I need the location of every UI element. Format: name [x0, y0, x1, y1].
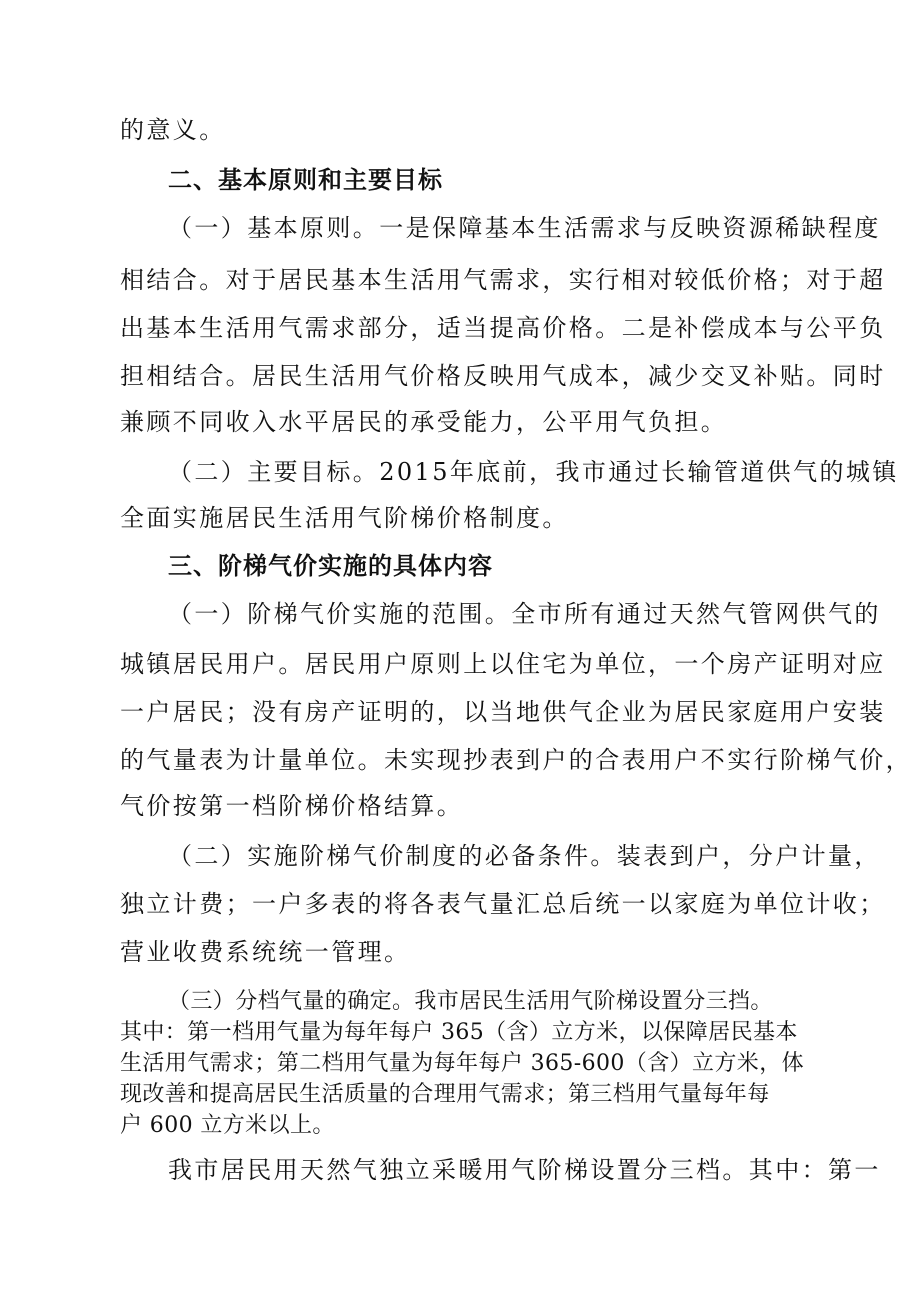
paragraph-line: 气价按第一档阶梯价格结算。 [120, 792, 464, 820]
paragraph-line: 的意义。 [120, 116, 226, 144]
paragraph-line: 营业收费系统统一管理。 [120, 938, 411, 966]
paragraph-line: 的气量表为计量单位。未实现抄表到户的合表用户不实行阶梯气价， [120, 746, 912, 774]
section-heading-principles: 二、基本原则和主要目标 [168, 166, 443, 194]
paragraph-line: （一）阶梯气价实施的范围。全市所有通过天然气管网供气的 [168, 600, 881, 628]
paragraph-line: 全面实施居民生活用气阶梯价格制度。 [120, 504, 569, 532]
paragraph-line: 户 600 立方米以上。 [120, 1113, 335, 1138]
paragraph-line: 独立计费；一户多表的将各表气量汇总后统一以家庭为单位计收； [120, 890, 886, 918]
paragraph-line: 相结合。对于居民基本生活用气需求，实行相对较低价格；对于超 [120, 266, 886, 294]
paragraph-line: 出基本生活用气需求部分，适当提高价格。二是补偿成本与公平负 [120, 314, 886, 342]
paragraph-line: （二）实施阶梯气价制度的必备条件。装表到户，分户计量， [168, 842, 881, 870]
paragraph-line: 城镇居民用户。居民用户原则上以住宅为单位，一个房产证明对应 [120, 650, 886, 678]
paragraph-line: 生活用气需求；第二档用气量为每年每户 365-600（含）立方米，体 [120, 1051, 805, 1076]
paragraph-line: （二）主要目标。2015年底前，我市通过长输管道供气的城镇 [168, 458, 899, 486]
paragraph-line: 其中：第一档用气量为每年每户 365（含）立方米，以保障居民基本 [120, 1020, 798, 1045]
paragraph-line: 我市居民用天然气独立采暖用气阶梯设置分三档。其中：第一 [168, 1156, 881, 1184]
section-heading-tiered-pricing: 三、阶梯气价实施的具体内容 [168, 552, 493, 580]
paragraph-line: 现改善和提高居民生活质量的合理用气需求；第三档用气量每年每 [120, 1082, 770, 1107]
paragraph-line: 担相结合。居民生活用气价格反映用气成本，减少交叉补贴。同时 [120, 362, 886, 390]
paragraph-line: 兼顾不同收入水平居民的承受能力，公平用气负担。 [120, 408, 728, 436]
paragraph-line: （三）分档气量的确定。我市居民生活用气阶梯设置分三挡。 [168, 989, 773, 1014]
paragraph-line: 一户居民；没有房产证明的，以当地供气企业为居民家庭用户安装 [120, 698, 886, 726]
paragraph-line: （一）基本原则。一是保障基本生活需求与反映资源稀缺程度 [168, 214, 881, 242]
